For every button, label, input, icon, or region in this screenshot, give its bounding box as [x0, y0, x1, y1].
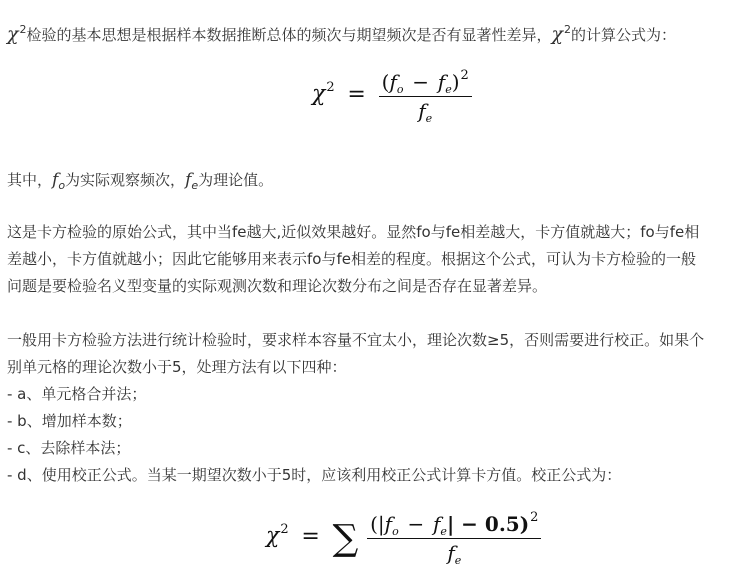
- formula2-lhs-exp: 2: [280, 521, 289, 537]
- chi-exponent: 2: [19, 23, 27, 36]
- list-item: - c、去除样本法；: [7, 439, 131, 457]
- formula2-equals: =: [301, 523, 320, 549]
- summation-symbol: ∑: [332, 518, 359, 559]
- intro-text-a: 检验的基本思想是根据样本数据推断总体的频次与期望频次是否有显著性差异，: [26, 26, 552, 44]
- formula1-fraction: [379, 70, 472, 123]
- chi-symbol: χ: [7, 23, 19, 45]
- definition-paragraph: 其中，$f_o$为实际观察频次，$f_e$为理论值。: [7, 170, 274, 192]
- list-item: - b、增加样本数；: [7, 412, 132, 430]
- corrected-chi-square-formula: [266, 512, 541, 565]
- intro-paragraph: [7, 24, 676, 47]
- chi-exponent-2: 2: [564, 23, 572, 36]
- formula2-denominator: $f_e$: [447, 541, 462, 567]
- formula1-equals: =: [347, 81, 366, 107]
- paragraph-3-line-1: 这是卡方检验的原始公式，其中当fe越大,近似效果越好。显然fo与fe相差越大，卡方值就越大；fo与fe相: [7, 223, 700, 241]
- formula1-lhs-exp: 2: [326, 79, 335, 95]
- list-item: - a、单元格合并法；: [7, 385, 147, 403]
- formula1-lhs: χ: [312, 81, 326, 107]
- formula2-lhs: χ: [266, 523, 280, 549]
- chi-symbol-2: χ: [551, 23, 564, 45]
- paragraph-4-line-1: 一般用卡方检验方法进行统计检验时，要求样本容量不宜太小，理论次数≥5，否则需要进行校正。如果个: [7, 331, 705, 349]
- chi-square-formula: [312, 70, 472, 123]
- paragraph-3-line-3: 问题是要检验名义型变量的实际观测次数和理论次数分布之间是否存在显著差异。: [7, 277, 548, 295]
- paragraph-3-line-2: 差越小，卡方值就越小；因此它能够用来表示fo与fe相差的程度。根据这个公式，可认为卡方检验的一般: [7, 250, 696, 268]
- paragraph-4-line-2: 别单元格的理论次数小于5，处理方法有以下四种：: [7, 358, 347, 376]
- formula1-numerator: $(f_o - f_e)2$: [379, 70, 472, 97]
- formula2-fraction: [367, 512, 541, 565]
- formula1-denominator: $f_e$: [418, 99, 433, 125]
- list-item: - d、使用校正公式。当某一期望次数小于5时，应该利用校正公式计算卡方值。校正公式为：: [7, 466, 622, 484]
- formula2-numerator: $(|f_o - f_e| - 0.5)2$: [367, 512, 541, 539]
- intro-text-b: 的计算公式为：: [571, 26, 677, 44]
